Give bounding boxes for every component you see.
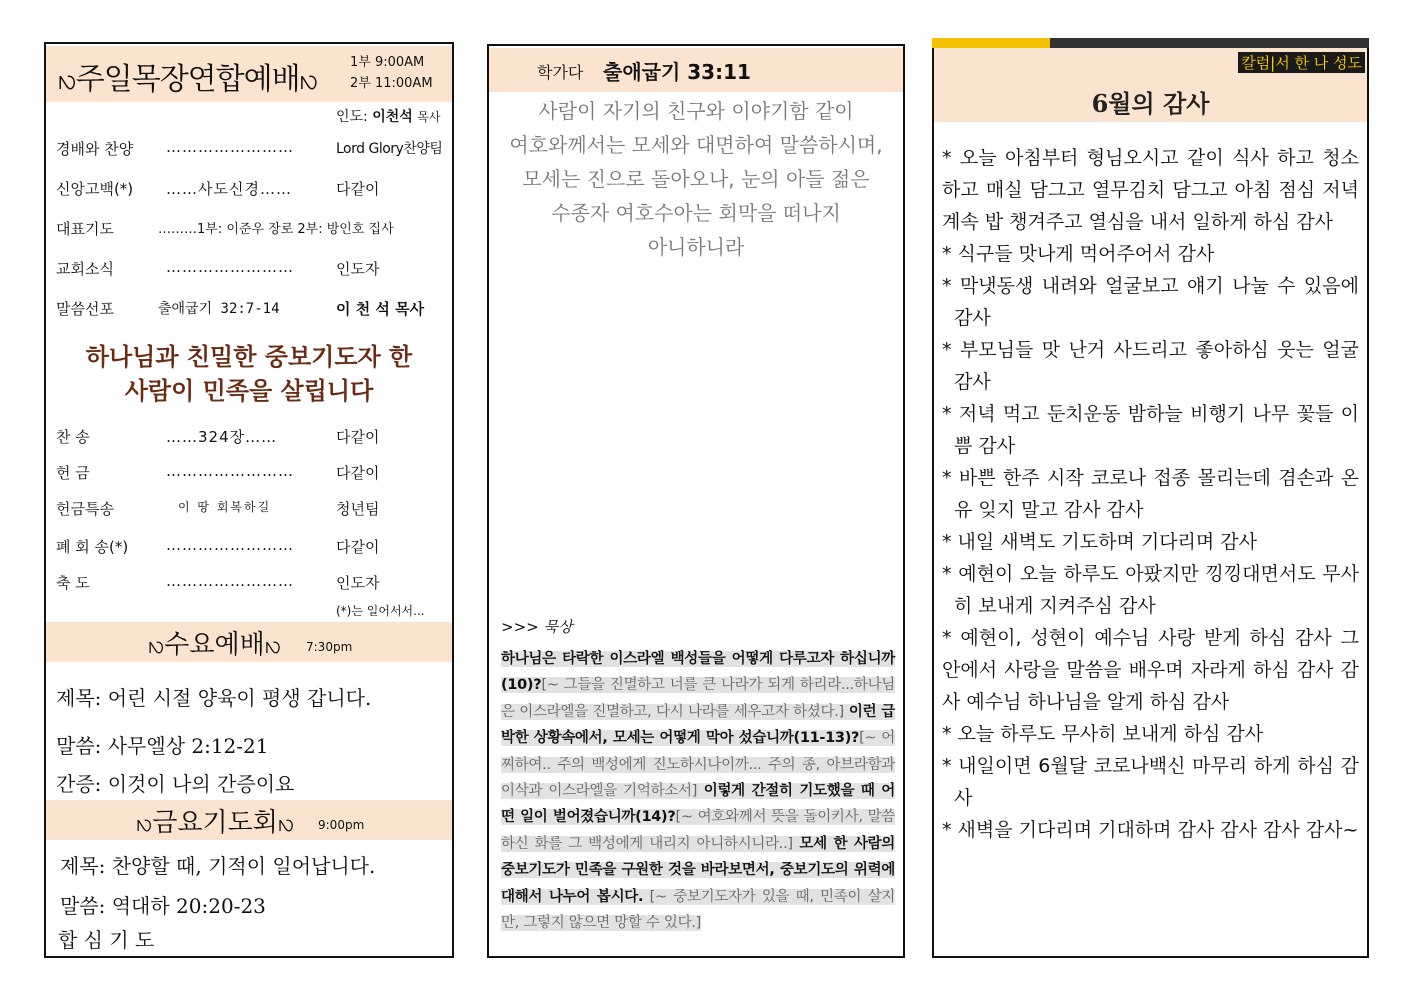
leader-line (336, 106, 440, 126)
wednesday-title: ꩳ수요예배ꩳ (148, 630, 281, 660)
list-item: * 저녁 먹고 둔치운동 밤하늘 비행기 나무 꽃들 이쁨 감사 (942, 403, 1359, 457)
meditation-answer: [~ 중보기도자가 있을 때, 민족이 살지만, 그렇지 않으면 망할 수 있다.] (501, 888, 895, 932)
leader-name: 이천석 (372, 109, 413, 125)
order-row (54, 498, 448, 522)
study-header (489, 48, 903, 92)
order-row (54, 298, 448, 322)
scripture-line: 모세는 진으로 돌아오나, 눈의 아들 젊은 (522, 167, 870, 191)
study-label: 학가다 (537, 63, 584, 82)
order-dots: …………………… (166, 572, 294, 590)
special-song: 이 땅 회복하길 (178, 500, 272, 514)
order-leader: 다같이 (336, 428, 380, 446)
order-item: 찬 송 (56, 428, 90, 446)
column-header (934, 48, 1367, 122)
top-accent-bar (932, 38, 1369, 48)
list-item: * 오늘 아침부터 형님오시고 같이 식사 하고 청소하고 매실 담그고 열무김치 담그고 아침 점심 저녁 계속 밥 챙겨주고 열심을 내서 일하게 하심 감사 (942, 147, 1359, 233)
slogan-line: 하나님과 친밀한 중보기도자 한 (85, 343, 413, 371)
order-item: 헌금특송 (56, 500, 114, 518)
order-leader: 인도자 (336, 574, 380, 592)
meditation-question: 이렇게 간절히 기도했을 때 어떤 일이 벌어졌습니까(14)? (501, 783, 895, 826)
friday-title: ꩳ금요기도회ꩳ (136, 808, 295, 838)
order-row (54, 258, 448, 282)
order-leader: 다같이 (336, 538, 380, 556)
meditation-answer: [~ 그들을 진멸하고 너를 큰 나라가 되게 하리라...하나님은 이스라엘을 진멸하고, 다시 나라를 세우고자 하셨다.] (501, 677, 895, 720)
scripture-text (499, 94, 893, 264)
order-item: 축 도 (56, 574, 90, 592)
sunday-times (350, 52, 433, 94)
order-row (54, 572, 448, 596)
slogan-line: 사람이 민족을 살립니다 (124, 377, 374, 405)
meditation-question: 이런 급박한 상황속에서, 모세는 어떻게 막아 섰습니까(11-13)? (501, 703, 895, 747)
thanks-list (942, 142, 1359, 846)
meditation-answer: [~ 여호와께서 뜻을 돌이키사, 말씀하신 화를 그 백성에게 내리지 아니하시니라..] (501, 809, 895, 852)
column-label: 칼럼|서 한 나 성도 (1238, 52, 1365, 73)
friday-topic: 제목: 찬양할 때, 기적이 일어납니다. (60, 854, 376, 878)
scripture-line: 아니하니라 (647, 235, 745, 259)
scripture-line: 수종자 여호수아는 회막을 떠나지 (551, 201, 841, 225)
list-item: * 예현이, 성현이 예수님 사랑 받게 하심 감사 그 안에서 사랑을 말씀을 배우며 자라게 하심 감사 감사 예수님 하나님을 알게 하심 감사 (942, 627, 1359, 713)
order-item: 대표기도 (56, 220, 114, 238)
meditation-question: 모세 한 사람의 중보기도가 민족을 구원한 것을 바라보면서, 중보기도의 위력에 대해서 나누어 봅시다. (501, 835, 895, 905)
order-dots: …………………… (166, 138, 294, 156)
order-row (54, 138, 448, 162)
order-dots: …………………… (166, 462, 294, 480)
order-row (54, 536, 448, 560)
list-item: * 막냇동생 내려와 얼굴보고 얘기 나눌 수 있음에 감사 (942, 275, 1359, 329)
friday-closing: 합 심 기 도 (58, 928, 155, 952)
sunday-title: ꩳ주일목장연합예배ꩳ (58, 62, 318, 97)
order-item: 말씀선포 (56, 300, 114, 318)
sunday-header (46, 46, 452, 102)
list-item: * 내일 새벽도 기도하며 기다리며 감사 (942, 531, 1258, 553)
order-item: 폐 회 송(*) (56, 538, 129, 556)
slogan (46, 340, 452, 408)
worship-order-panel (44, 42, 454, 958)
wednesday-verse: 말씀: 사무엘상 2:12-21 (56, 734, 269, 758)
list-item: * 내일이면 6월달 코로나백신 마무리 하게 하심 감사 (942, 755, 1359, 809)
meditation-label: >>> 묵상 (501, 618, 573, 636)
list-item: * 부모님들 맛 난거 사드리고 좋아하심 웃는 얼굴 감사 (942, 339, 1359, 393)
order-item: 헌 금 (56, 464, 90, 482)
friday-header (46, 800, 452, 840)
study-reference: 출애굽기 33:11 (603, 60, 751, 84)
meditation-question: 하나님은 타락한 이스라엘 백성들을 어떻게 다루고자 하십니까(10)? (501, 651, 895, 694)
wednesday-header (46, 622, 452, 662)
order-leader: 이 천 석 목사 (336, 300, 425, 318)
accent-yellow (932, 38, 1050, 48)
time-second: 2부 11:00AM (350, 76, 433, 91)
hymn-number: ……324장…… (166, 428, 278, 446)
leader-title: 목사 (417, 110, 441, 124)
list-item: * 새벽을 기다리며 기대하며 감사 감사 감사 감사~ (942, 819, 1359, 841)
wednesday-testimony: 간증: 이것이 나의 간증이요 (56, 772, 295, 796)
friday-verse: 말씀: 역대하 20:20-23 (60, 894, 266, 918)
time-first: 1부 9:00AM (350, 55, 425, 70)
standing-note: (*)는 일어서서... (336, 604, 425, 618)
list-item: * 오늘 하루도 무사히 보내게 하심 감사 (942, 723, 1264, 745)
order-dots: …………………… (166, 258, 294, 276)
wednesday-topic: 제목: 어린 시절 양육이 평생 갑니다. (56, 686, 372, 710)
order-leader: Lord Glory찬양팀 (336, 141, 443, 157)
order-item: 경배와 찬양 (56, 140, 134, 158)
list-item: * 예현이 오늘 하루도 아팠지만 낑낑대면서도 무사히 보내게 지켜주심 감사 (942, 563, 1359, 617)
sermon-passage: 출애굽기 32:7-14 (158, 301, 280, 317)
order-leader: 다같이 (336, 464, 380, 482)
meditation-text (501, 646, 895, 936)
column-title: 6월의 감사 (1091, 89, 1210, 118)
list-item: * 식구들 맛나게 먹어주어서 감사 (942, 243, 1215, 265)
meditation-answer: [~ 어찌하여.. 주의 백성에게 진노하시나이까... 주의 종, 아브라함과 이삭과 이스라엘을 기억하소서] (501, 730, 895, 800)
order-row (54, 218, 448, 242)
friday-time: 9:00pm (318, 818, 365, 832)
order-row (54, 426, 448, 450)
order-dots: …………………… (166, 536, 294, 554)
order-leader: 청년팀 (336, 500, 380, 518)
list-item: * 바쁜 한주 시작 코로나 접종 몰리는데 겸손과 온유 잊지 말고 감사 감사 (942, 467, 1359, 521)
order-prayer: ………1부: 이준우 장로 2부: 방인호 집사 (158, 222, 394, 237)
order-row (54, 178, 448, 202)
wednesday-time: 7:30pm (306, 640, 353, 654)
order-leader: 다같이 (336, 180, 380, 198)
order-item: 교회소식 (56, 260, 114, 278)
order-dots: ……사도신경…… (166, 180, 292, 198)
scripture-line: 여호와께서는 모세와 대면하여 말씀하시며, (509, 133, 883, 157)
leader-label: 인도: (336, 109, 368, 125)
scripture-line: 사람이 자기의 친구와 이야기함 같이 (538, 99, 854, 123)
bible-study-panel (487, 44, 905, 958)
order-row (54, 462, 448, 486)
order-item: 신앙고백(*) (56, 180, 134, 198)
column-panel (932, 44, 1369, 958)
order-leader: 인도자 (336, 260, 380, 278)
